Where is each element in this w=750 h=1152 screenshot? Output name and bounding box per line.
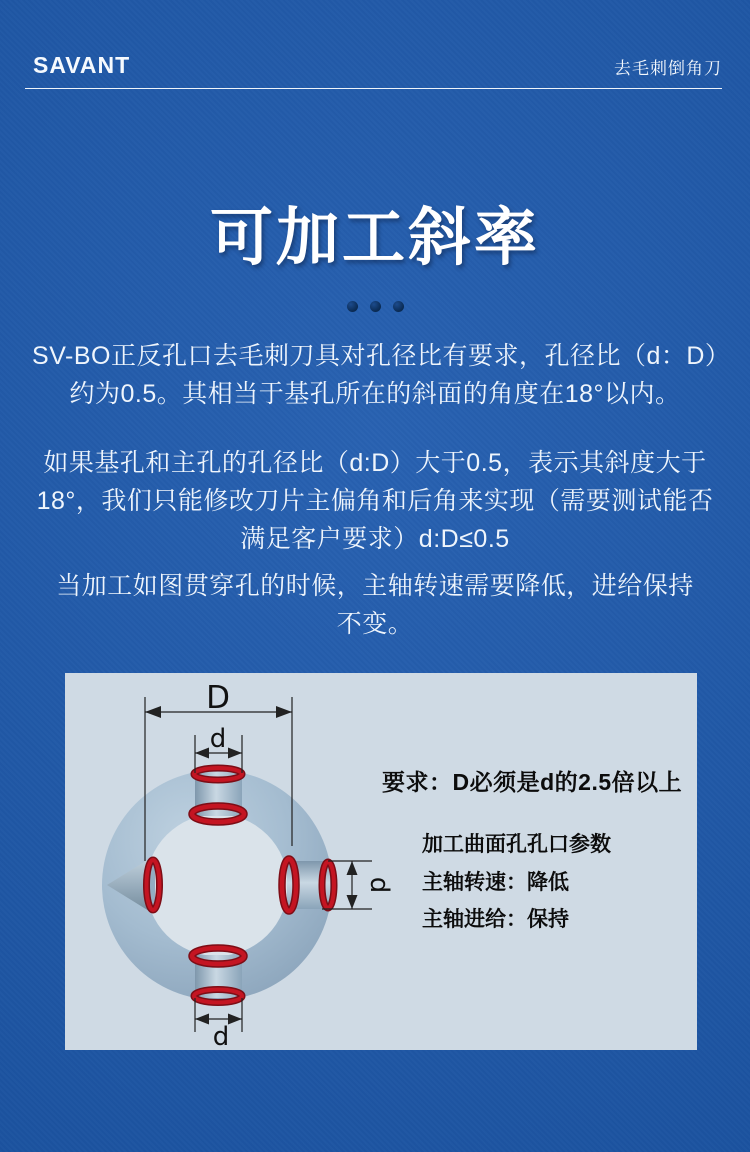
figure-requirement: 要求：D必须是d的2.5倍以上: [382, 769, 683, 795]
right-hole: [282, 859, 334, 911]
figure-spindle-feed: 主轴进给：保持: [422, 908, 569, 931]
paragraph-hole-ratio: SV-BO正反孔口去毛刺刀具对孔径比有要求，孔径比（d：D）约为0.5。其相当于基孔所在的斜面的角度在18°以内。: [32, 342, 718, 408]
dot-icon: [393, 301, 404, 312]
paragraph-slope-limit: 如果基孔和主孔的孔径比（d:D）大于0.5，表示其斜度大于18°，我们只能修改刀片主偏角和后角来实现（需要测试能否满足客户要求）d:D≤0.5: [36, 449, 714, 553]
dim-label-D: D: [206, 680, 230, 716]
figure-params-title: 加工曲面孔孔口参数: [422, 833, 611, 856]
dim-label-d-top: d: [209, 724, 227, 754]
dot-icon: [370, 301, 381, 312]
page-title: 可加工斜率: [210, 203, 540, 273]
decorative-dots: [0, 301, 750, 312]
dot-icon: [347, 301, 358, 312]
brand-logo: SAVANT: [33, 52, 131, 78]
dim-label-d-bottom: d: [212, 1022, 230, 1050]
paragraph-through-hole: 当加工如图贯穿孔的时候，主轴转速需要降低，进给保持不变。: [56, 572, 694, 638]
figure-panel: [65, 673, 697, 1050]
top-hole: [192, 768, 244, 822]
product-name: 去毛刺倒角刀: [614, 59, 722, 78]
dim-label-d-right: d: [364, 876, 394, 894]
figure-spindle-speed: 主轴转速：降低: [422, 871, 569, 894]
header: [25, 52, 722, 89]
through-hole-ring-diagram: [65, 673, 697, 1050]
bottom-hole: [192, 948, 244, 1003]
